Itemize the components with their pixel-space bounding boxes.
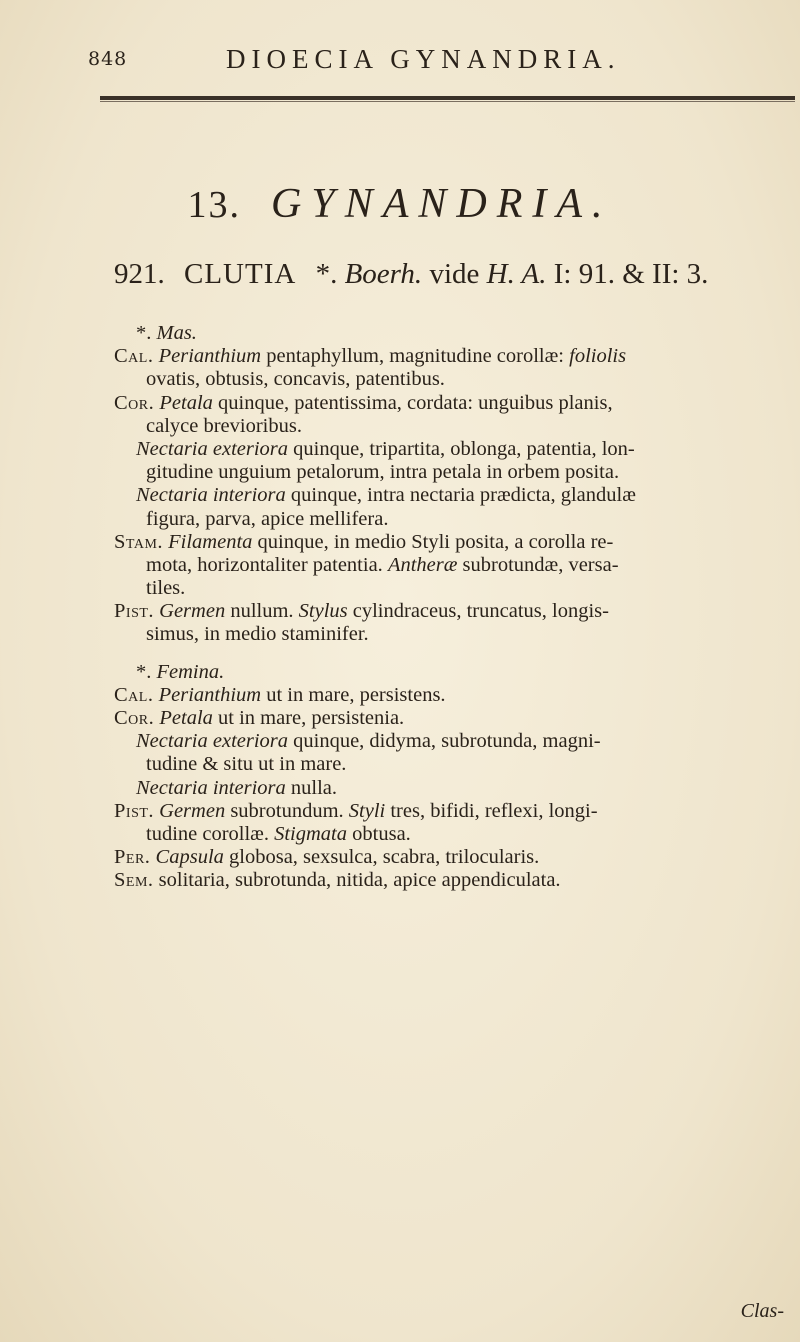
male-stam-text3: subrotundæ, versa-	[462, 553, 619, 576]
male-nect-int-line-2	[114, 508, 800, 531]
female-nect-int-line	[114, 777, 800, 800]
male-nect-int-text2: figura, parva, apice mellifera.	[146, 507, 389, 530]
female-cal-text: ut in mare, persistens.	[266, 683, 446, 706]
female-per-term: Capsula	[155, 846, 224, 869]
male-cal-term2: foliolis	[569, 345, 627, 368]
female-nect-ext-line-2	[114, 753, 800, 776]
female-cor-term: Petala	[159, 707, 213, 729]
male-stam-text2: mota, horizontaliter patentia.	[146, 553, 383, 576]
male-heading	[114, 322, 800, 345]
male-cor-text2: calyce brevioribus.	[146, 414, 302, 437]
male-stam-text4: tiles.	[146, 577, 186, 600]
female-sem-label: Sem.	[114, 869, 154, 892]
female-sem-line	[114, 869, 800, 892]
male-cal-label: Cal.	[114, 345, 154, 368]
female-nect-ext-line-1	[114, 730, 800, 753]
male-pist-line-2	[114, 623, 800, 646]
genus-line	[114, 258, 800, 291]
section-gap	[114, 647, 800, 661]
genus-number: 921.	[114, 258, 165, 290]
genus-mark: *.	[315, 258, 338, 290]
genus-name: CLUTIA	[184, 258, 297, 290]
male-stam-line-3	[114, 577, 800, 600]
male-nect-int-text: quinque, intra nectaria prædicta, glandulæ	[290, 484, 636, 507]
male-pist-text: nullum.	[230, 600, 294, 623]
female-sem-text: solitaria, subrotunda, nitida, apice appendiculata.	[158, 869, 561, 892]
male-pist-text2: cylindraceus, truncatus, longis-	[352, 600, 609, 623]
female-pist-text3: tudine corollæ.	[146, 822, 269, 845]
male-pist-label: Pist.	[114, 600, 155, 623]
male-pist-text3: simus, in medio staminifer.	[146, 623, 369, 646]
male-cor-label: Cor.	[114, 391, 155, 414]
female-per-line	[114, 846, 800, 869]
female-heading-text: Femina.	[156, 660, 225, 683]
genus-ref-pages: I: 91. & II: 3.	[553, 258, 709, 290]
female-cor-line	[114, 707, 800, 730]
female-cor-text: ut in mare, persistenia.	[218, 707, 405, 729]
female-pist-text2: tres, bifidi, reflexi, longi-	[390, 799, 598, 822]
female-nect-ext-text2: tudine & situ ut in mare.	[146, 753, 347, 776]
male-stam-line-2	[114, 554, 800, 577]
header-rule-thin	[100, 101, 795, 102]
genus-ref-work: H. A.	[486, 258, 547, 290]
genus-ref-pre: vide	[429, 258, 480, 290]
female-nect-int-term: Nectaria interiora	[136, 776, 286, 799]
female-mark: *.	[136, 660, 152, 683]
female-per-text: globosa, sexsulca, scabra, trilocularis.	[229, 846, 540, 869]
male-stam-line-1	[114, 531, 800, 554]
description-body	[114, 322, 800, 893]
male-cor-term: Petala	[159, 391, 213, 414]
male-stam-term: Filamenta	[168, 530, 253, 553]
male-cal-text2: ovatis, obtusis, concavis, patentibus.	[146, 368, 445, 391]
class-name: GYNANDRIA.	[271, 181, 613, 227]
female-nect-int-text: nulla.	[290, 776, 338, 799]
male-mark: *.	[136, 322, 152, 344]
male-pist-line-1	[114, 600, 800, 623]
male-cal-term: Perianthium	[158, 345, 262, 368]
male-cal-text: pentaphyllum, magnitudine corollæ:	[266, 345, 564, 368]
female-pist-term3: Stigmata	[274, 822, 348, 845]
header-rule	[100, 96, 795, 100]
running-title: DIOECIA GYNANDRIA.	[226, 44, 621, 74]
male-pist-term2: Stylus	[298, 600, 348, 623]
male-cor-line-1	[114, 392, 800, 415]
catchword: Clas-	[740, 1300, 784, 1322]
female-pist-line-2	[114, 823, 800, 846]
female-pist-label: Pist.	[114, 799, 155, 822]
female-heading	[114, 661, 800, 684]
female-nect-ext-term: Nectaria exteriora	[136, 730, 289, 753]
female-pist-text4: obtusa.	[352, 822, 411, 845]
male-stam-term2: Antheræ	[387, 553, 458, 576]
male-cal-line-2	[114, 368, 800, 391]
female-cal-term: Perianthium	[158, 683, 262, 706]
class-number: 13.	[187, 184, 241, 226]
male-nect-ext-text2: gitudine unguium petalorum, intra petala in orbem posita.	[146, 461, 620, 484]
male-nect-ext-term: Nectaria exteriora	[136, 437, 289, 460]
female-nect-ext-text: quinque, didyma, subrotunda, magni-	[293, 730, 601, 753]
page-number: 848	[88, 48, 128, 70]
class-heading	[0, 180, 800, 228]
male-nect-int-term: Nectaria interiora	[136, 484, 286, 507]
male-stam-text: quinque, in medio Styli posita, a corolla re-	[257, 530, 614, 553]
female-pist-line-1	[114, 800, 800, 823]
male-heading-text: Mas.	[156, 322, 197, 344]
male-cor-text: quinque, patentissima, cordata: unguibus planis,	[218, 391, 613, 414]
female-cal-line	[114, 684, 800, 707]
male-nect-ext-line-1	[114, 438, 800, 461]
female-per-label: Per.	[114, 846, 151, 869]
male-nect-int-line-1	[114, 484, 800, 507]
female-cal-label: Cal.	[114, 683, 154, 706]
male-nect-ext-line-2	[114, 461, 800, 484]
male-stam-label: Stam.	[114, 530, 164, 553]
genus-authority: Boerh.	[344, 258, 423, 290]
female-cor-label: Cor.	[114, 707, 155, 729]
male-pist-term: Germen	[159, 600, 226, 623]
female-pist-term2: Styli	[348, 799, 386, 822]
running-head	[0, 40, 800, 80]
male-cal-line-1	[114, 345, 800, 368]
female-pist-term: Germen	[159, 799, 226, 822]
male-cor-line-2	[114, 415, 800, 438]
female-pist-text: subrotundum.	[230, 799, 344, 822]
male-nect-ext-text: quinque, tripartita, oblonga, patentia, lon-	[293, 437, 635, 460]
